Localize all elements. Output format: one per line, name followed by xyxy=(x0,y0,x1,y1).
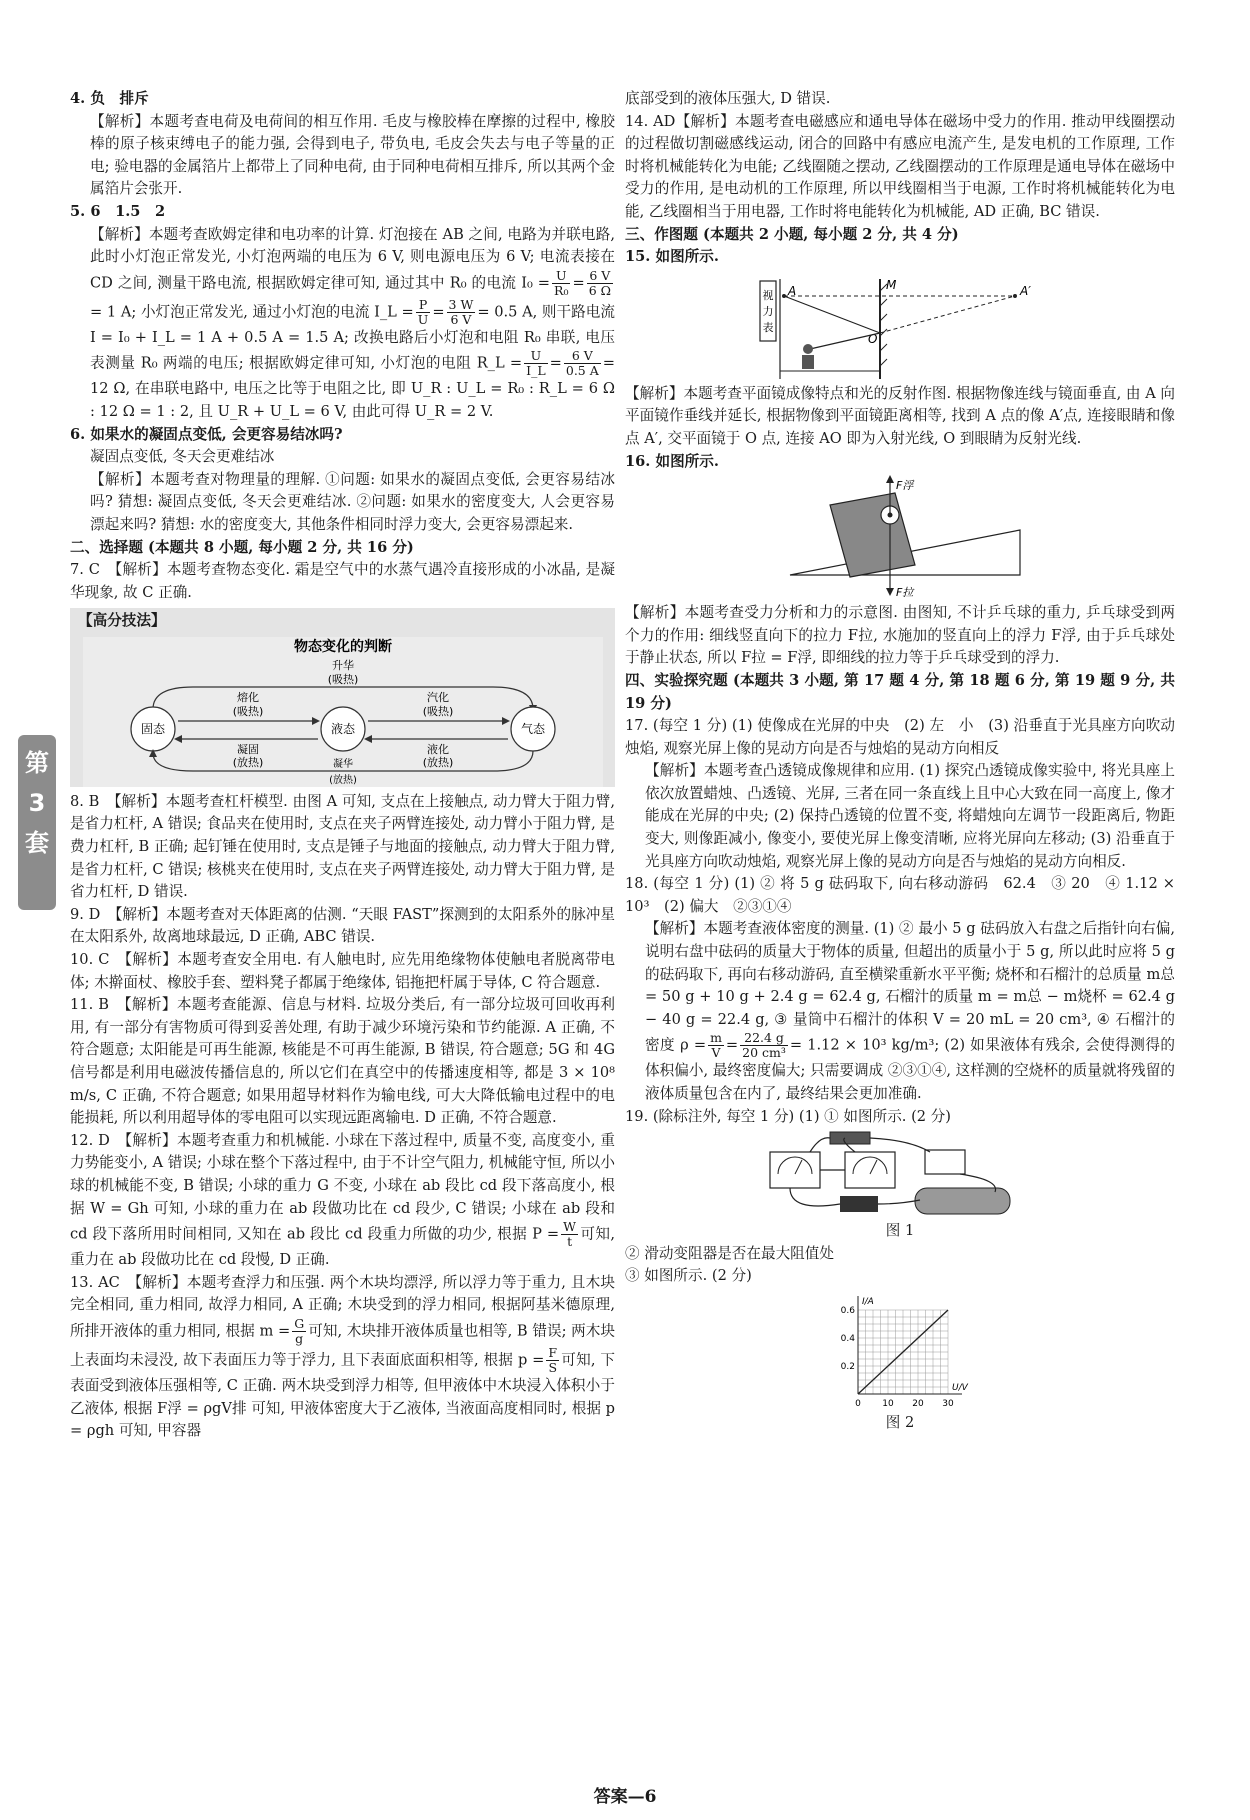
virtual-ray-dashed xyxy=(880,296,1015,333)
y-tick-label: 0.6 xyxy=(840,1305,855,1316)
point-A-image: A′ xyxy=(1020,283,1031,298)
q5-frac-1: $\frac{U}{\text{R₀}}$ xyxy=(554,267,569,298)
node-solid: 固态 xyxy=(140,721,165,736)
label-deposition: 凝华 xyxy=(332,758,353,770)
q5-text-1: 【解析】本题考查欧姆定律和电功率的计算. 灯泡接在 AB 之间, 电路为并联电路, 此时小灯泡正常发光, 小灯泡两端的电压为 6 V, 则电源电压为 6 V; 电流表接在 CD 之间, 测量干路电流, 根据欧姆定律可知, 通过其中 R₀ 的电流 I₀ = xyxy=(90,225,615,292)
q8-answer: 8. B 【解析】本题考查杠杆模型. 由图 A 可知, 支点在上接触点, 动力臂大于阻力臂, 是省力杠杆, A 错误; 食品夹在使用时, 支点在夹子两臂连接处, 动力臂小于阻力臂, 是费力杠杆, B 正确; 起钉锤在使用时, 支点是锤子与地面的接触点, 动力臂大于阻力臂, 是省力杠杆, C 错误; 核桃夹在使用时, 支点在夹子两臂连接处, 动力臂大于阻力臂, 是省力杠杆, D 错误. xyxy=(70,792,615,901)
circuit-figure xyxy=(750,1130,1050,1218)
mirror-figure xyxy=(750,271,1050,381)
y-tick-label: 0.4 xyxy=(840,1333,855,1344)
q9-answer: 9. D 【解析】本题考查对天体距离的估测. “天眼 FAST”探测到的太阳系外的脉冲星在太阳系外, 故离地球最远, D 正确, ABC 错误. xyxy=(70,905,615,946)
q5-text-3: = 0.5 A, 则干路电流 I = I₀ + I_L = 1 A + 0.5 A = 1.5 A; 改换电路后小灯泡和电阻 R₀ 串联, 电压表测量 R₀ 两端的电压; 根据欧姆定律可知, 小灯泡的电阻 R_L = xyxy=(90,303,615,372)
q12-frac: $\frac{W}{t}$ xyxy=(563,1219,577,1250)
q5-text-2: = 1 A; 小灯泡正常发光, 通过小灯泡的电流 I_L = xyxy=(90,303,414,321)
label-vaporization: 汽化 xyxy=(426,690,449,704)
phase-change-diagram xyxy=(83,637,603,787)
q4-analysis: 【解析】本题考查电荷及电荷间的相互作用. 毛皮与橡胶棒在摩擦的过程中, 橡胶棒的原子核束缚电子的能力强, 会得到电子, 带负电, 毛皮会失去与电子等量的正电; 验电器的金属箔片上都带上了同种电荷, 由于同种电荷相互排斥, 所以其两个金属箔片会张开. xyxy=(90,112,615,198)
q13-answer: 13. AC 【解析】本题考查浮力和压强. 两个木块均漂浮, 所以浮力等于重力, 且木块完全相同, 重力相同, 故浮力相同, A 正确; 木块受到的浮力相同, 根据阿基米德原理, 所排开液体的重力相同, 根据 m = $\frac{G}{g}$ 可知, 木块排开液体质量也相等, B 错误; 两木块上表面均未浸没, 故下表面压力等于浮力, 且下表面底面积相等, 根据 p = $\frac{F}{S}$ 可知, 下表面受到液体压强相等, C 正确. 两木块受到浮力相等, 但甲液体中木块浸入体积小于乙液体, 根据 F浮 = ρgV排 可知, 甲液体密度大于乙液体, 当液面高度相同时, 根据 p = ρgh 可知, 甲容器 xyxy=(70,1273,615,1440)
left-column xyxy=(70,88,615,1443)
q18-answer: 18. (每空 1 分) (1) ② 将 5 g 砝码取下, 向右移动游码 62.4 ③ 20 ④ 1.12 × 10³ (2) 偏大 ②③①④ xyxy=(625,875,1175,915)
label-melting: 熔化 xyxy=(236,690,259,704)
q4-answer: 4. 负 排斥 xyxy=(70,90,149,107)
figure-1-caption: 图 1 xyxy=(885,1222,915,1240)
tip-box xyxy=(70,608,615,787)
buoyancy-figure xyxy=(750,475,1050,600)
label-freezing-sub: (放热) xyxy=(232,755,263,769)
q18-frac-2: $\frac{22.4 g}{\text{20 cm³}}$ xyxy=(742,1030,786,1061)
page-footer: 答案—6 xyxy=(593,1787,657,1807)
label-liquefaction: 液化 xyxy=(426,742,449,756)
q13-frac-2: $\frac{F}{S}$ xyxy=(548,1344,558,1375)
y-axis-label: I/A xyxy=(862,1296,874,1307)
q11-answer: 11. B 【解析】本题考查能源、信息与材料. 垃圾分类后, 有一部分垃圾可回收再利用, 有一部分有害物质可得到妥善处理, 有助于减少环境污染和节约能源. A 正确, 不符合题意; 太阳能是可再生能源, 核能是不可再生能源, B 错误, 符合题意; 5G 和 4G 信号都是利用电磁波传播信息的, 所以它们在真空中的传播速度相等, 都是 3 × 10⁸ m/s, C 正确, 不符合题意; 如果用超导材料作为输电线, 可大大降低输电过程中的电能损耗, 所以利用超导体的零电阻可以实现远距离输电. D 正确, 不符合题意. xyxy=(70,996,615,1127)
q18-analysis: 【解析】本题考查液体密度的测量. (1) ② 最小 5 g 砝码放入右盘之后指针向右偏, 说明右盘中砝码的质量大于物体的质量, 但超出的质量小于 5 g, 所以此时应将 5 g 的砝码取下, 再向右移动游码, 直至横梁重新水平平衡; 烧杯和石榴汁的总质量 m总 = 50 g + 10 g + 2.4 g = 62.4 g, 石榴汁的质量 m = m总 − m烧杯 = 62.4 g − 40 g = 22.4 g, ③ 量筒中石榴汁的体积 V = 20 mL = 20 cm³, ④ 石榴汁的密度 ρ = $\frac{m}{V}$ = $\frac{22.4 g}{\text{20 cm³}}$ = 1.12 × 10³ kg/m³; (2) 如果液体有残余, 会使得测得的体积偏小, 最终密度偏大; 只需要调成 ②③①④, 这样测的空烧杯的质量就将残留的液体质量包含在内了, 最终结果会更加准确. xyxy=(645,920,1175,1102)
q13-frac-1: $\frac{G}{g}$ xyxy=(294,1315,305,1346)
q19-part-3: ③ 如图所示. (2 分) xyxy=(625,1267,752,1285)
resistor xyxy=(830,1132,870,1144)
q7-answer: 7. C 【解析】本题考查物态变化. 霜是空气中的水蒸气遇冷直接形成的小冰晶, 是凝华现象, 故 C 正确. xyxy=(70,561,615,601)
label-buoyancy: F浮 xyxy=(896,479,914,493)
section-4-heading: 四、实验探究题 (本题共 3 小题, 第 17 题 4 分, 第 18 题 6 分, 第 19 题 9 分, 共 19 分) xyxy=(625,671,1175,712)
side-tab-char-1: 第 xyxy=(25,749,49,777)
node-gas: 气态 xyxy=(520,721,545,736)
label-sublimation: 升华 xyxy=(331,658,354,672)
q5-analysis: 【解析】本题考查欧姆定律和电功率的计算. 灯泡接在 AB 之间, 电路为并联电路, 此时小灯泡正常发光, 小灯泡两端的电压为 6 V, 则电源电压为 6 V; 电流表接在 CD 之间, 测量干路电流, 根据欧姆定律可知, 通过其中 R₀ 的电流 I₀ = $\frac{U}{\text{R₀}}$ = $\frac{6 V}{6 \Omega}$ = 1 A; 小灯泡正常发光, 通过小灯泡的电流 I_L = $\frac{P}{U}$ = $\frac{3 W}{6 V}$ = 0.5 A, 则干路电流 I = I₀ + I_L = 1 A + 0.5 A = 1.5 A; 改换电路后小灯泡和电阻 R₀ 串联, 电压表测量 R₀ 两端的电压; 根据欧姆定律可知, 小灯泡的电阻 R_L = $\frac{U}{I\_L}$ = $\frac{6 V}{0.5 A}$ = 12 Ω, 在串联电路中, 电压之比等于电阻之比, 即 U_R : U_L = R₀ : R_L = 6 Ω : 12 Ω = 1 : 2, 且 U_R + U_L = 6 V, 由此可得 U_R = 2 V. xyxy=(90,225,615,420)
label-freezing: 凝固 xyxy=(236,742,259,756)
person-head xyxy=(803,344,813,354)
eye-chart-label-1: 视 xyxy=(762,288,774,302)
x-tick-label: 0 xyxy=(855,1398,861,1409)
battery xyxy=(840,1196,878,1212)
eye-chart-label-3: 表 xyxy=(762,320,774,334)
point-A: A xyxy=(788,283,797,298)
q5-answer: 5. 6 1.5 2 xyxy=(70,202,166,220)
q5-text-4: = 12 Ω, 在串联电路中, 电压之比等于电阻之比, 即 U_R : U_L = R₀ : R_L = 6 Ω : 12 Ω = 1 : 2, 且 U_R + U_L = 6 V, 由此可得 U_R = 2 V. xyxy=(90,354,615,420)
q5-frac-2: $\frac{6 V}{6 \Omega}$ xyxy=(588,267,611,298)
side-tab-char-2: 3 xyxy=(28,789,46,817)
q14-answer: 14. AD【解析】本题考查电磁感应和通电导体在磁场中受力的作用. 推动甲线圈摆动的过程做切割磁感线运动, 闭合的回路中有感应电流产生, 是发电机的工作原理, 工作时将机械能转化为电能; 乙线圈随之摆动, 乙线圈摆动的工作原理是通电导体在磁场中受力的作用, 是电动机的工作原理, 所以甲线圈相当于电源, 工作时将机械能转化为电能, 乙线圈相当于用电器, 工作时将电能转化为机械能, AD 正确, BC 错误. xyxy=(625,112,1175,220)
q6-sub-answer: 凝固点变低, 冬天会更难结冰 xyxy=(90,448,275,466)
section-3-heading: 三、作图题 (本题共 2 小题, 每小题 2 分, 共 4 分) xyxy=(625,225,959,243)
person-body xyxy=(802,355,814,369)
q6-answer: 6. 如果水的凝固点变低, 会更容易结冰吗? xyxy=(70,425,343,443)
q17-analysis: 【解析】本题考查凸透镜成像规律和应用. (1) 探究凸透镜成像实验中, 将光具座上依次放置蜡烛、凸透镜、光屏, 三者在同一条直线上且中心大致在同一高度上, 像才能成在光屏的中央; (2) 保持凸透镜的位置不变, 将蜡烛向左调节一段距离后, 物距变大, 则像距减小, 像变小, 要使光屏上像变清晰, 应将光屏向左移动; (3) 沿垂直于光具座方向吹动烛焰, 观察光屏上像的晃动方向是否与烛焰的晃动方向相反. xyxy=(645,762,1175,870)
label-liquefaction-sub: (放热) xyxy=(422,755,453,769)
q16-analysis: 【解析】本题考查受力分析和力的示意图. 由图知, 不计乒乓球的重力, 乒乓球受到两个力的作用: 细线竖直向下的拉力 F拉, 水施加的竖直向上的浮力 F浮, 由于乒乓球处于静止状态, 所以 F拉 = F浮, 即细线的拉力等于乒乓球受到的浮力. xyxy=(625,604,1175,667)
q5-frac-6: $\frac{6 V}{0.5 A}$ xyxy=(565,348,599,379)
q5-frac-4: $\frac{3 W}{6 V}$ xyxy=(448,296,474,327)
side-tab xyxy=(18,735,56,910)
rheostat xyxy=(915,1188,1010,1214)
node-liquid: 液态 xyxy=(330,721,355,736)
x-tick-label: 30 xyxy=(942,1398,954,1409)
incident-ray xyxy=(784,296,880,333)
label-tension: F拉 xyxy=(896,586,914,600)
q19-part-2: ② 滑动变阻器是否在最大阻值处 xyxy=(625,1244,834,1262)
figure-2-caption: 图 2 xyxy=(885,1413,915,1431)
q16-answer: 16. 如图所示. xyxy=(625,452,719,470)
q19-answer: 19. (除标注外, 每空 1 分) (1) ① 如图所示. (2 分) xyxy=(625,1107,951,1125)
q6-analysis: 【解析】本题考查对物理量的理解. ①问题: 如果水的凝固点变低, 会更容易结冰吗? 猜想: 凝固点变低, 冬天会更难结冰. ②问题: 如果水的密度变大, 人会更容易漂起来吗? 猜想: 水的密度变大, 其他条件相同时浮力变大, 会更容易漂起来. xyxy=(90,470,615,533)
phase-heading: 物态变化的判断 xyxy=(293,638,392,655)
q15-analysis: 【解析】本题考查平面镜成像特点和光的反射作图. 根据物像连线与镜面垂直, 由 A 向平面镜作垂线并延长, 根据物像到平面镜距离相等, 找到 A 点的像 A′点, 连接眼睛和像点 A′, 交平面镜于 O 点, 连接 AO 即为入射光线, O 到眼睛为反射光线. xyxy=(625,384,1175,447)
x-axis-label: U/V xyxy=(952,1382,968,1393)
iu-chart xyxy=(830,1290,970,1410)
q12-answer: 12. D 【解析】本题考查重力和机械能. 小球在下落过程中, 质量不变, 高度变小, 重力势能变小, A 错误; 小球在整个下落过程中, 由于不计空气阻力, 机械能守恒, 所以小球的机械能不变, B 错误; 小球的重力 G 不变, 小球在 ab 段比 cd 段下落高度小, 根据 W = Gh 可知, 小球的重力在 ab 段做功比在 cd 段少, C 错误; 小球在 ab 段和 cd 段下落所用时间相同, 又知在 ab 段比 cd 段重力所做的功少, 根据 P = $\frac{W}{t}$ 可知, 重力在 ab 段做功比在 cd 段慢, D 正确. xyxy=(70,1131,616,1269)
q5-frac-5: $\frac{U}{I\_L}$ xyxy=(526,348,546,379)
tip-box-title: 【高分技法】 xyxy=(78,612,166,630)
q10-answer: 10. C 【解析】本题考查安全用电. 有人触电时, 应先用绝缘物体使触电者脱离带电体; 木擀面杖、橡胶手套、塑料凳子都属于绝缘体, 铝拖把杆属于导体, C 符合题意. xyxy=(70,951,615,991)
label-deposition-sub: (放热) xyxy=(328,774,357,786)
section-2-heading: 二、选择题 (本题共 8 小题, 每小题 2 分, 共 16 分) xyxy=(70,538,414,556)
q15-answer: 15. 如图所示. xyxy=(625,248,719,266)
q18-frac-1: $\frac{m}{V}$ xyxy=(710,1030,722,1061)
q17-answer: 17. (每空 1 分) (1) 使像成在光屏的中央 (2) 左 小 (3) 沿垂直于光具座方向吹动烛焰, 观察光屏上像的晃动方向是否与烛焰的晃动方向相反 xyxy=(625,717,1175,757)
side-tab-char-3: 套 xyxy=(25,829,49,857)
x-tick-label: 10 xyxy=(882,1398,894,1409)
label-melting-sub: (吸热) xyxy=(232,704,263,718)
q13-continued: 底部受到的液体压强大, D 错误. xyxy=(625,90,831,107)
eye-chart-label-2: 力 xyxy=(762,304,774,318)
q5-eq: = xyxy=(572,274,585,292)
label-sublimation-sub: (吸热) xyxy=(327,672,358,686)
label-vaporization-sub: (吸热) xyxy=(422,704,453,718)
y-tick-label: 0.2 xyxy=(840,1361,855,1372)
switch xyxy=(925,1150,965,1174)
point-M: M xyxy=(886,277,897,292)
right-column xyxy=(625,88,1175,1435)
point-O: O xyxy=(868,331,878,346)
q5-frac-3: $\frac{P}{U}$ xyxy=(417,296,429,327)
x-tick-label: 20 xyxy=(912,1398,924,1409)
